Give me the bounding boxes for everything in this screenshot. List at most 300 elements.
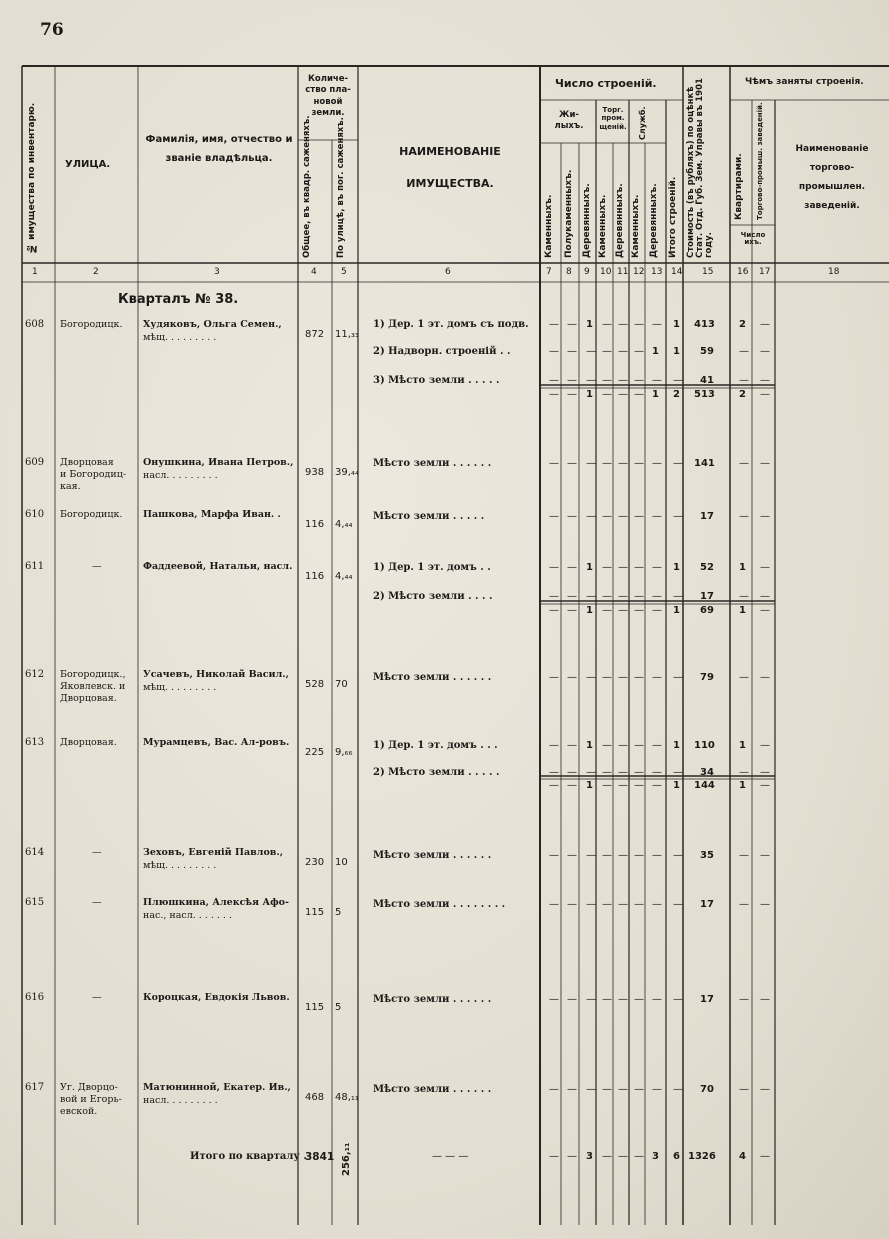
row-number: 616 [25, 992, 45, 1003]
item-value: — [760, 740, 770, 751]
item-value: — [634, 319, 644, 330]
item-value: 59 [700, 346, 714, 357]
item-value: — [586, 1084, 596, 1095]
row-area: 528 [305, 679, 325, 690]
row-owner: Онушкина, Ивана Петров., [143, 457, 294, 468]
header-buildings: Число строеній. [555, 77, 657, 90]
header-trade-name: Наименованіе торгово-промышлен. заведеній. [795, 144, 869, 211]
row-street: евской. [60, 1106, 98, 1117]
item-value: — [634, 780, 644, 791]
item-value: — [586, 591, 596, 602]
item-value: 1 [586, 740, 593, 751]
header-stone2: Каменныхъ. [598, 194, 608, 258]
header-area-street: По улицѣ, въ пог. саженяхъ. [336, 117, 346, 258]
item-value: — [673, 767, 683, 778]
item-value: — [760, 591, 770, 602]
item-value: — [618, 994, 628, 1005]
item-value: — [549, 375, 559, 386]
item-name: 1) Дер. 1 эт. домъ съ подв. [373, 319, 529, 330]
item-value: — [567, 511, 577, 522]
item-value: — [652, 319, 662, 330]
item-value: — [760, 767, 770, 778]
item-value: — [618, 740, 628, 751]
row-street: Яковлевск. и [60, 681, 126, 692]
total-length: 256,₁₁ [341, 1142, 352, 1176]
row-number: 611 [25, 561, 45, 572]
row-owner: Матюнинной, Екатер. Ив., [143, 1082, 291, 1093]
item-value: — [634, 1084, 644, 1095]
header-trade-est: Торгово-промыш. заведеній. [756, 102, 764, 220]
item-value: — [567, 389, 577, 400]
item-value: — [760, 994, 770, 1005]
row-number: 614 [25, 847, 45, 858]
item-value: — [739, 458, 749, 469]
item-value: 79 [700, 672, 714, 683]
total-value: 3 [652, 1151, 659, 1162]
item-value: — [549, 850, 559, 861]
row-area: 116 [305, 519, 325, 530]
total-value: 6 [673, 1151, 680, 1162]
item-value: — [652, 605, 662, 616]
column-number: 4 [311, 267, 317, 277]
item-value: 1 [739, 740, 746, 751]
item-name: 3) Мѣсто земли . . . . . [373, 375, 500, 386]
item-value: — [602, 319, 612, 330]
row-length: 4,₄₄ [335, 571, 353, 582]
row-length: 5 [335, 907, 342, 918]
row-owner: Усачевъ, Николай Васил., [143, 669, 289, 680]
item-name: Мѣсто земли . . . . . . [373, 1084, 492, 1095]
item-value: — [549, 1084, 559, 1095]
header-residential: Жи-лыхъ. [554, 110, 584, 132]
item-value: — [602, 562, 612, 573]
header-inv-no: № имущества по инвентарю. [27, 102, 37, 253]
item-value: — [652, 1084, 662, 1095]
item-value: — [652, 458, 662, 469]
item-value: — [602, 389, 612, 400]
item-value: — [549, 591, 559, 602]
item-value: — [586, 346, 596, 357]
row-street: Дворцовая. [60, 737, 117, 748]
row-number: 608 [25, 319, 45, 330]
item-value: — [634, 994, 644, 1005]
row-street: — [92, 847, 102, 858]
item-value: 17 [700, 511, 714, 522]
item-value: 144 [694, 780, 715, 791]
item-value: — [549, 994, 559, 1005]
item-name: 2) Мѣсто земли . . . . [373, 591, 493, 602]
column-number: 3 [214, 267, 220, 277]
row-length: 9,₆₆ [335, 747, 353, 758]
item-value: — [652, 899, 662, 910]
item-value: — [618, 511, 628, 522]
item-value: — [739, 850, 749, 861]
row-owner: Фаддеевой, Натальи, насл. [143, 561, 293, 572]
column-number: 6 [445, 267, 451, 277]
item-value: — [586, 672, 596, 683]
item-value: 1 [739, 780, 746, 791]
row-area: 230 [305, 857, 325, 868]
column-number: 2 [93, 267, 99, 277]
row-length: 11,₃₃ [335, 329, 359, 340]
item-value: — [602, 780, 612, 791]
row-owner: мѣщ. . . . . . . . . [143, 860, 217, 871]
column-number: 5 [341, 267, 347, 277]
item-value: — [549, 740, 559, 751]
item-value: — [673, 511, 683, 522]
column-number: 18 [828, 267, 840, 277]
column-number: 8 [566, 267, 572, 277]
row-owner: насл. . . . . . . . . [143, 470, 218, 481]
item-value: — [760, 672, 770, 683]
item-value: — [549, 672, 559, 683]
item-value: — [618, 672, 628, 683]
item-value: 41 [700, 375, 714, 386]
header-semistone: Полукаменныхъ. [564, 169, 574, 258]
item-value: — [618, 1084, 628, 1095]
item-value: — [739, 591, 749, 602]
row-length: 5 [335, 1002, 342, 1013]
item-value: — [652, 994, 662, 1005]
item-value: — [618, 850, 628, 861]
row-area: 225 [305, 747, 325, 758]
item-value: — [634, 389, 644, 400]
item-value: — [634, 511, 644, 522]
item-value: — [549, 511, 559, 522]
column-number: 11 [617, 267, 629, 277]
item-value: 1 [739, 562, 746, 573]
header-wooden3: Деревянныхъ. [649, 183, 659, 258]
item-value: — [618, 780, 628, 791]
item-value: — [586, 375, 596, 386]
item-value: — [739, 672, 749, 683]
item-value: — [602, 375, 612, 386]
row-owner: мѣщ. . . . . . . . . [143, 682, 217, 693]
item-value: — [567, 899, 577, 910]
row-length: 48,₁₁ [335, 1092, 359, 1103]
header-property: НАИМЕНОВАНІЕ ИМУЩЕСТВА. [399, 145, 501, 190]
item-value: — [652, 375, 662, 386]
item-value: — [567, 319, 577, 330]
item-value: 1 [673, 319, 680, 330]
item-value: — [673, 1084, 683, 1095]
item-name: Мѣсто земли . . . . . [373, 511, 485, 522]
item-name: 1) Дер. 1 эт. домъ . . [373, 562, 491, 573]
item-value: — [586, 899, 596, 910]
item-value: — [760, 375, 770, 386]
item-value: — [760, 319, 770, 330]
row-street: Дворцовая. [60, 693, 117, 704]
row-owner: Плюшкина, Алексѣя Афо- [143, 897, 289, 908]
item-value: — [739, 1084, 749, 1095]
item-value: 2 [673, 389, 680, 400]
header-occupied: Чѣмъ заняты строенія. [745, 77, 864, 87]
total-value: 3 [586, 1151, 593, 1162]
item-value: — [652, 591, 662, 602]
item-value: — [634, 850, 644, 861]
item-value: — [567, 562, 577, 573]
row-area: 938 [305, 467, 325, 478]
item-value: — [760, 605, 770, 616]
item-value: — [652, 511, 662, 522]
item-value: — [739, 767, 749, 778]
item-value: 1 [586, 780, 593, 791]
column-number: 13 [651, 267, 663, 277]
item-value: — [634, 562, 644, 573]
header-wooden: Деревянныхъ. [582, 183, 592, 258]
total-value: — [618, 1151, 628, 1162]
item-value: — [673, 994, 683, 1005]
header-area-total: Общее, въ квадр. саженяхъ. [302, 115, 312, 258]
item-value: 1 [586, 562, 593, 573]
header-count: Число ихъ. [740, 231, 766, 246]
item-value: — [602, 346, 612, 357]
column-number: 17 [759, 267, 771, 277]
item-value: — [602, 740, 612, 751]
row-number: 617 [25, 1082, 45, 1093]
row-area: 468 [305, 1092, 325, 1103]
item-value: — [618, 562, 628, 573]
item-value: 2 [739, 389, 746, 400]
item-value: 1 [586, 605, 593, 616]
item-value: — [549, 389, 559, 400]
item-value: — [618, 458, 628, 469]
item-value: — [760, 850, 770, 861]
item-value: — [602, 458, 612, 469]
item-value: — [760, 562, 770, 573]
item-value: — [739, 899, 749, 910]
item-value: — [673, 672, 683, 683]
item-value: — [634, 605, 644, 616]
item-value: — [652, 850, 662, 861]
column-number: 16 [737, 267, 749, 277]
row-number: 610 [25, 509, 45, 520]
item-value: 2 [739, 319, 746, 330]
row-street: — [92, 992, 102, 1003]
item-name: Мѣсто земли . . . . . . . . [373, 899, 506, 910]
item-value: — [602, 767, 612, 778]
row-length: 10 [335, 857, 348, 868]
item-value: — [618, 591, 628, 602]
item-value: — [760, 899, 770, 910]
item-value: — [618, 375, 628, 386]
item-value: — [549, 346, 559, 357]
item-value: — [567, 672, 577, 683]
item-value: 110 [694, 740, 715, 751]
row-number: 609 [25, 457, 45, 468]
item-value: — [634, 458, 644, 469]
item-value: 34 [700, 767, 714, 778]
item-value: — [652, 767, 662, 778]
row-owner: Мурамцевъ, Вас. Ал-ровъ. [143, 737, 290, 748]
item-value: — [549, 605, 559, 616]
item-value: — [567, 850, 577, 861]
item-value: — [652, 780, 662, 791]
total-value: — [549, 1151, 559, 1162]
item-value: — [618, 389, 628, 400]
item-value: — [652, 562, 662, 573]
total-label: Итого по кварталу . [190, 1151, 307, 1162]
row-street: Богородицк. [60, 319, 123, 330]
row-street: — [92, 897, 102, 908]
item-value: 1 [673, 780, 680, 791]
total-value: — [602, 1151, 612, 1162]
row-owner: Зеховъ, Евгеній Павлов., [143, 847, 283, 858]
item-value: — [586, 511, 596, 522]
total-value: — [760, 1151, 770, 1162]
row-length: 4,₄₄ [335, 519, 353, 530]
item-value: — [602, 591, 612, 602]
total-value: 1326 [688, 1151, 716, 1162]
item-value: — [634, 767, 644, 778]
total-area: 3841 [305, 1151, 335, 1163]
item-value: — [549, 458, 559, 469]
row-owner: Худяковъ, Ольга Семен., [143, 319, 282, 330]
item-value: — [673, 850, 683, 861]
item-value: 141 [694, 458, 715, 469]
item-value: — [634, 346, 644, 357]
item-value: — [618, 767, 628, 778]
item-value: — [549, 899, 559, 910]
item-value: — [586, 458, 596, 469]
item-value: — [586, 850, 596, 861]
item-value: — [586, 994, 596, 1005]
item-value: — [567, 740, 577, 751]
item-value: 1 [652, 389, 659, 400]
row-street: вой и Егорь- [60, 1094, 122, 1105]
item-value: — [602, 1084, 612, 1095]
total-item: — — — [432, 1151, 469, 1162]
header-apartments: Квартирами. [734, 153, 744, 220]
item-value: — [673, 375, 683, 386]
item-value: — [634, 375, 644, 386]
item-value: — [760, 389, 770, 400]
item-value: — [549, 780, 559, 791]
item-value: — [634, 740, 644, 751]
item-name: Мѣсто земли . . . . . . [373, 994, 492, 1005]
header-wooden2: Деревянныхъ. [615, 183, 625, 258]
page-number: 76 [40, 20, 64, 40]
item-value: — [739, 375, 749, 386]
row-area: 116 [305, 571, 325, 582]
item-value: — [618, 346, 628, 357]
item-value: — [618, 319, 628, 330]
item-value: 1 [673, 346, 680, 357]
quarter-title: Кварталъ № 38. [118, 292, 239, 307]
item-value: — [760, 1084, 770, 1095]
item-value: — [567, 591, 577, 602]
item-value: — [634, 591, 644, 602]
item-name: 2) Надворн. строеній . . [373, 346, 511, 357]
item-value: 1 [739, 605, 746, 616]
item-value: 1 [652, 346, 659, 357]
item-value: — [567, 780, 577, 791]
row-owner: мѣщ. . . . . . . . . [143, 332, 217, 343]
item-value: — [634, 899, 644, 910]
item-value: — [760, 458, 770, 469]
item-value: — [652, 740, 662, 751]
item-value: — [549, 767, 559, 778]
item-value: — [673, 591, 683, 602]
item-value: — [602, 672, 612, 683]
item-value: — [634, 672, 644, 683]
item-value: 52 [700, 562, 714, 573]
item-value: — [602, 850, 612, 861]
item-value: — [673, 899, 683, 910]
row-street: Богородицк., [60, 669, 126, 680]
row-owner: Пашкова, Марфа Иван. . [143, 509, 281, 520]
item-name: Мѣсто земли . . . . . . [373, 850, 492, 861]
item-value: 17 [700, 591, 714, 602]
item-value: 17 [700, 899, 714, 910]
item-value: — [567, 375, 577, 386]
header-trade: Торг. пром. щеній. [599, 106, 627, 131]
row-number: 613 [25, 737, 45, 748]
item-value: 1 [586, 319, 593, 330]
item-value: — [602, 511, 612, 522]
row-area: 115 [305, 907, 325, 918]
item-value: — [673, 458, 683, 469]
item-value: — [602, 994, 612, 1005]
row-number: 612 [25, 669, 45, 680]
item-value: 35 [700, 850, 714, 861]
item-value: — [760, 780, 770, 791]
column-number: 14 [671, 267, 683, 277]
item-name: Мѣсто земли . . . . . . [373, 672, 492, 683]
item-value: — [567, 458, 577, 469]
header-street: УЛИЦА. [65, 159, 111, 170]
header-total-buildings: Итого строеній. [668, 176, 678, 258]
item-value: 17 [700, 994, 714, 1005]
column-number: 15 [702, 267, 714, 277]
item-value: — [602, 605, 612, 616]
item-value: — [602, 899, 612, 910]
item-value: — [586, 767, 596, 778]
item-value: — [739, 511, 749, 522]
row-owner: насл. . . . . . . . . [143, 1095, 218, 1106]
header-stone3: Каменныхъ. [631, 194, 641, 258]
item-value: — [760, 346, 770, 357]
item-value: — [567, 605, 577, 616]
item-name: Мѣсто земли . . . . . . [373, 458, 492, 469]
column-number: 12 [633, 267, 645, 277]
item-value: 1 [673, 562, 680, 573]
item-value: 513 [694, 389, 715, 400]
row-length: 39,₄₄ [335, 467, 359, 478]
item-name: 2) Мѣсто земли . . . . . [373, 767, 500, 778]
item-value: — [567, 767, 577, 778]
column-number: 1 [32, 267, 38, 277]
row-street: кая. [60, 481, 81, 492]
item-value: 70 [700, 1084, 714, 1095]
total-value: 4 [739, 1151, 746, 1162]
row-area: 115 [305, 1002, 325, 1013]
item-value: — [618, 605, 628, 616]
item-value: 1 [586, 389, 593, 400]
item-value: — [618, 899, 628, 910]
header-area: Количе-ство пла-новой земли. [305, 74, 351, 119]
item-value: — [567, 346, 577, 357]
column-number: 9 [584, 267, 590, 277]
item-value: 413 [694, 319, 715, 330]
item-value: — [760, 511, 770, 522]
row-street: и Богородиц- [60, 469, 127, 480]
item-name: 1) Дер. 1 эт. домъ . . . [373, 740, 498, 751]
item-value: — [739, 346, 749, 357]
row-owner: Короцкая, Евдокія Львов. [143, 992, 290, 1003]
header-value: Стоимость (въ рубляхъ) по оцѣнкѣ Стат. Отд. Губ. Зем. Управы въ 1901 году. [686, 78, 714, 258]
total-value: — [634, 1151, 644, 1162]
